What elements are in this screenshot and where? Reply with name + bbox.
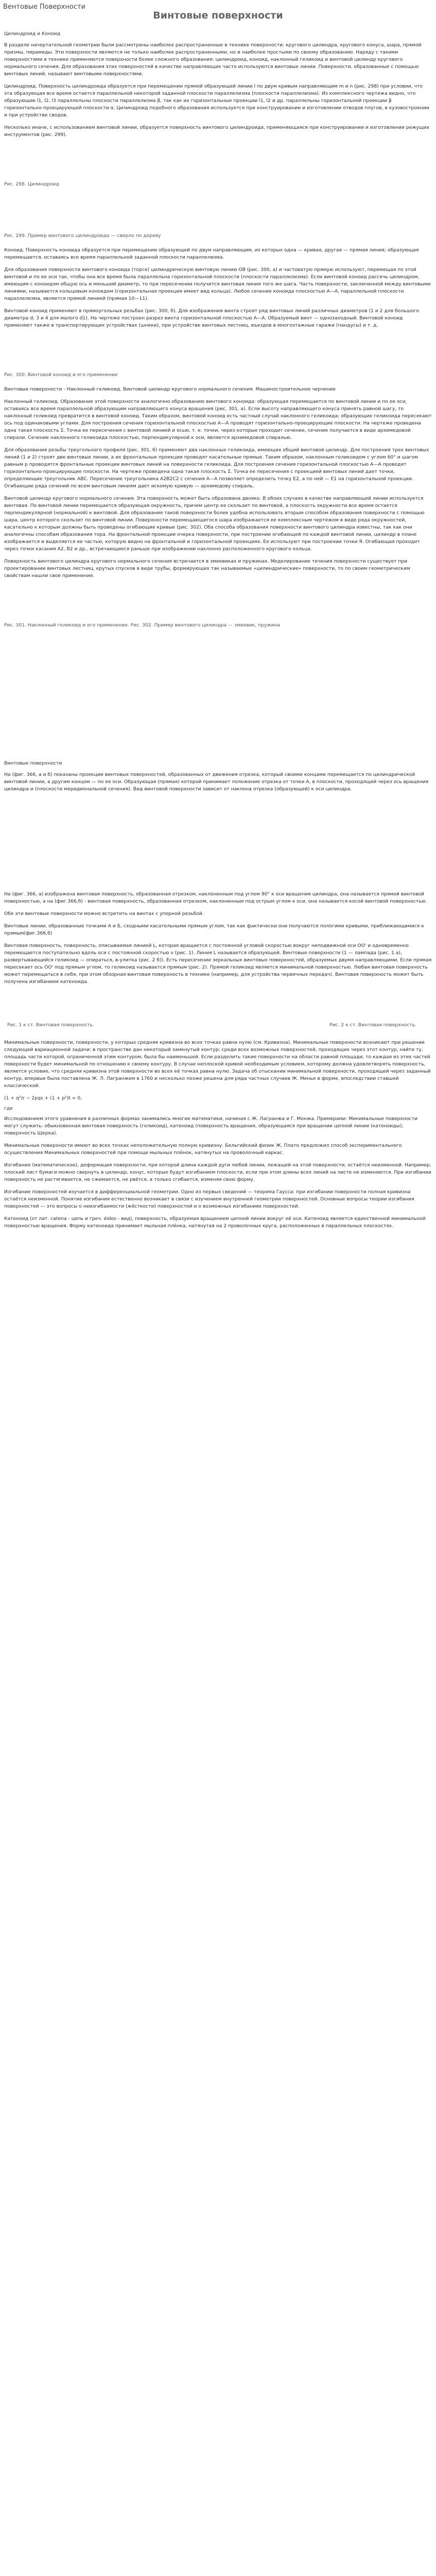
figure-placeholder — [0, 636, 436, 698]
section-subtitle: Винтовые поверхности — [4, 760, 62, 766]
paragraph: Катеноид (от лат. catena - цепь и греч. éidos - вид), поверхность, образуемая вращением цепной линии вокруг её оси. Катеноид является единственной минимальной поверхностью вращения. Форму катеноида принимает мыльная плёнка, натянутая на 2 проволочных круга, расположенных в параллельных плоскостях. — [4, 1216, 426, 1229]
figure-caption-right: Рис. 2 к ст. Винтовая поверхность. — [329, 1022, 416, 1028]
figure-caption-left: Рис. 1 к ст. Винтовая поверхность. — [7, 1022, 94, 1028]
paragraph: Цилиндроид. Поверхность цилиндроида образуется при перемещении прямой образующей линии l по двум кривым направляющим m и n (рис. 298) при условии, что эта образующая все время остается параллельной некоторой заданной плоскости параллелизма (плоскости параллелизма). Из комплексного чертежа видно, что образующие l1, l2, l3 параллельны плоскости параллелизма β, так как их горизонтальные проекции l1, l2 и др. параллельны горизонтальной проекции β горизонтально-проецирующей плоскости α. Цилиндроид подобного образования используется при конструировании и изготовлении отводов плугов, в кузовостроении и при устройстве сводов. — [4, 83, 429, 118]
paragraph: В разделе начертательной геометрии были рассмотрены наиболее распространенные в технике поверхности: кругового цилиндра, кругового конуса, шара, прямой призмы, пирамиды. Эти поверхности являются не только наиболее распространенными, но и наиболее простыми по своему образованию. Наряду с такими поверхностями в технике применяются поверхности более сложного образования: цилиндроид, коноид, наклонный геликоид и винтовой цилиндр кругового нормального сечения. Для образования этих поверхностей в качестве направляющих часто используются винтовые линии. Поверхности, образованные с помощью винтовых линий, называют винтовыми поверхностями. — [4, 42, 422, 77]
paragraph: Винтовые поверхности - Наклонный геликоид. Винтовой цилиндр кругового нормального сечения. Машиностроительное черчение — [4, 386, 336, 392]
paragraph: На (фиг. 366, а) изображена винтовая поверхность, образованная отрезком, наклоненным под углом 90° к оси вращения цилиндра, она называется прямой винтовой поверхностью, а на (фиг.366,б) - винтовая поверхность, образованная отрезком, наклоненным под острым углом к оси, она называется косой винтовой поверхностью. — [4, 891, 427, 904]
section-subtitle: Цилиндроид и Коноид — [4, 31, 60, 37]
paragraph: Винтовой коноид применяют в прямоугольных резьбах (рис. 300, б). Для изображения винта строят ряд винтовых линий различных диаметров (1 и 2 для большого диаметра d; 3 и 4 для малого d1). На чертеже построен разрез винта горизонтальной плоскостью А—А. Образуемый винт — однозаходный. Винтовой коноид применяют также в транспортирующих устройствах (шнеки), при устройстве винтовых лестниц, въездов в многоэтажные гаражи (пандусы) и т. д. — [4, 308, 420, 328]
paragraph: Обе эти винтовые поверхности можно встретить на винтах с упорной резьбой. — [4, 911, 204, 917]
figure-caption: Рис. 299. Пример винтового цилиндроида — сверло по дереву — [4, 233, 161, 239]
formula-where: где — [4, 1106, 13, 1111]
spacer — [4, 1029, 432, 1039]
figure-caption: Рис. 300. Винтовой коноид и его применение — [4, 372, 118, 378]
figure-placeholder — [0, 698, 436, 760]
paragraph: Поверхность винтового цилиндра кругового нормального сечения встречается в змеевиках и пружинах. Моделирование течения поверхности существует при проектировании винтовых лестниц, крутых спусков в виде трубы, формирующих так называемые «цилиндрические» поверхности, то по своим геометрическим свойствам нашли свое применение. — [4, 558, 410, 579]
section-cylindroid-conoid — [0, 30, 436, 629]
paragraph: Минимальные поверхности, поверхности, у которых средняя кривизна во всех точках равна нулю (см. Кривизна). Минимальные поверхности возникают при решении следующей вариационной задачи: в пространстве дан некоторый замкнутый контур; среди всех возможных поверхностей, проходящих через этот контур, найти ту, площадь части которой, ограниченной этим контуром, была бы наименьшей. Если разделить такие поверхности на области равной площади, то каждая из этих частей поверхности будет минимальной по отношению к своему контуру. В случае неплоской кривой необходимым условием, которому должна удовлетворять поверхность, является условие, что средняя кривизна этой поверхности во всех её точках равна нулю. Задача об отыскании минимальной поверхности, проходящей через заданный контур, впервые была поставлена Ж. Л. Лагранжем в 1760 и несколько позже решена для ряда частных случаев Ж. Менье в форме, впоследствии ставшей классической. — [4, 1040, 431, 1089]
paragraph: Изгибание поверхностей изучается в дифференциальной геометрии. Одно из первых сведений — теорема Гаусса: при изгибании поверхности полная кривизна остаётся неизменной. Понятие изгибания естественно возникает в связи с изучением внутренней геометрии поверхностей. Основные вопросы теории изгибания поверхностей — это вопросы о неизгибаемости (жёсткости) поверхностей и о возможных изгибаниях поверхностей. — [4, 1189, 414, 1209]
paragraph: Винтовая поверхность, поверхность, описываемая линией L, которая вращается с постоянной угловой скоростью вокруг неподвижной оси OO' и одновременно перемещается поступательно вдоль оси с постоянной скоростью v (рис. 1). Линия L называется образующей. Винтовые поверхности (1 — лампада (рис. 1 а), развертывающийся геликоид — опираться, в-улитка (рис. 2 б)). Есть пересечение зеркальных винтовых поверхностей, образуемых двумя направляющими. Если прямая пересекает ось OO' под прямым углом, то геликоид называется прямым (рис. 2). Прямой геликоид является минимальной поверхностью. Любая винтовая поверхность может перемещаться в себя, при этом обзорная винтовая поверхность в технике (например, для устройства червячных передач). Винтовая поверхность может быть получена изгибанием катеноида. — [4, 943, 432, 985]
figure-caption-row — [4, 1022, 432, 1029]
figure-caption: Рис. 301. Наклонный геликоид и его применение. Рис. 302. Пример винтового цилиндра — змеевик, пружина — [4, 622, 281, 628]
figure-placeholder — [4, 991, 432, 1022]
figure-placeholder — [4, 585, 432, 616]
page — [0, 0, 436, 1230]
paragraph: Изгибание (математическое), деформация поверхности, при которой длина каждой дуги любой линии, лежащей на этой поверхности, остаётся неизменной. Например, плоский лист бумаги можно свернуть в цилиндр, конус, которые будут изгибанием плоскости, если при этом длины всех линий на листе не изменяются. При изгибании поверхность не растягивается, не сжимается, не рвётся, а только сгибается, изменяя свою форму. — [4, 1162, 431, 1182]
figure-placeholder — [4, 144, 432, 175]
paragraph: Винтовой цилиндр кругового нормального сечения. Эта поверхность может быть образована двояко. В обоих случаях в качестве направляющей линии используется винтовая. По винтовой линии перемещается образующая окружность, причем центр ее скользит по винтовой, а плоскость окружности все время остается перпендикулярной (нормальной) к винтовой. Для образования такой поверхности более удобна использовать вторым способом образования поверхности с помощью шара, центр которого скользит по винтовой линии. Поверхности перемещающегося шара изображается ее комплексным чертежом в виде ряда окружностей, касательно к которым должны быть проведены огибающие кривые (рис. 302). Оба способа образования поверхности винтового цилиндра известны, так как они аналогичны способам образования тора. На фронтальной проекции очерка поверхности, при построении огибающей по каждой винтовой линии, цилиндр в плане изображается и выделяется ее частью, которую видно на фронтальной и горизонтальной проекциях. Ее используют при построении точки Я. Огибающая проходит через точки касания А2, В2 и др., встречающиеся раньше при изображении наклонно расположенного кругового кольца. — [4, 496, 425, 552]
paragraph: Исследованием этого уравнения в различных формах занимались многие математики, начиная с Ж. Лагранжа и Г. Монжа. Примерами: Минимальные поверхности могут служить: обыкновенная винтовая поверхность (геликоид), катеноид (поверхность вращения, образующаяся при вращении цепной линии (катеноиды); поверхность Шерка). — [4, 1116, 417, 1136]
paragraph: На (фиг. 366, а и б) показаны проекции винтовых поверхностей, образованных от движения отрезка, который своими концами перемещается по цилиндрической винтовой линии, а другим концом — по ее оси. Образующая (прямая) которой принимает положение отрезка от точки А, в плоскости, проходящей через ось вращения цилиндра и (плоскости меридиональной сечения). Вид винтовой поверхности зависит от наклона отрезка (образующей) к оси цилиндра. — [4, 772, 429, 792]
page-title: Винтовые поверхности — [153, 10, 283, 21]
figure-placeholder — [4, 195, 432, 226]
figure-placeholder — [4, 798, 432, 860]
formula: (1 + q²)r − 2pqs + (1 + p²)t = 0, — [4, 1095, 82, 1101]
paragraph: Винтовые линии, образованные точками А и Б, сходными касательными прямым углом, так как фактически они получаются пологими кривыми, приближающимися к прямым(фиг.366,б) — [4, 923, 424, 936]
paragraph: Для образования резьбы треугольного профиля (рис. 301, б) применяют два наклонных геликоида, имеющих общий винтовой цилиндр. Для построения трех винтовых линий (1 и 2) строят две винтовые линии, а их фронтальные проекции проводят касательные прямые. Таким образом, наклонным геликоидом с углом 60° и шагом равным р проводятся фронтальные проекции винтовых линий на поверхности геликоида. Для построения сечения горизонтальной плоскостью А—А проводят горизонтально-проецирующие плоскости. На чертеже проведена одна такая плоскость Σ. Точка ее пересечения с проекцией винтовых линий дает точки, определяющие треугольник ABC. Пересечение треугольника А2В2С2 с сечения А—А позволяет определить точку Е2, а по ней — Е1 на горизонтальной проекции. Огибающие ряда сечений по всем винтовым линиям дает искомую кривую — архимедову спираль. — [4, 447, 429, 489]
paragraph: Для образования поверхности винтового коноида (торсе) цилиндрическую винтовую линию ОВ (рис. 300, а) и частоватую прямую используют, перемещая по этой винтовой и по ее оси так, чтобы она все время была параллельна горизонтальной плоскости (плоскости параллелизма). Если винтовой коноид рассечь цилиндром, имеющим с коноидом общую ось и меньший диаметр, то при пересечении получится винтовая линия того же шага. Часть поверхности, заключенной между винтовыми линиями, называется кольцевым коноидом (горизонтальная проекция имеет вид кольца). Любое сечение коноида плоскостью А—А, параллельной плоскости параллелизма, является прямой линией (прямая 10—11). — [4, 267, 431, 301]
figure-caption: Рис. 298. Цилиндроид — [4, 181, 59, 187]
paragraph: Коноид. Поверхность коноида образуется при перемещении образующей по двум направляющим, из которых одна — кривая, другая — прямая линия; образующая перемещается, оставаясь все время параллельной заданной плоскости параллелизма. — [4, 247, 419, 260]
figure-placeholder — [4, 860, 432, 891]
paragraph: Минимальные поверхности имеют во всех точках неположительную полную кривизну. Бельгийский физик Ж. Плато предложил способ экспериментального осуществления Минимальных поверхностей при помощи мыльных плёнок, натянутых на проволочный каркас. — [4, 1143, 402, 1156]
section-helical-surfaces — [0, 760, 436, 1230]
paragraph: Несколько иначе, с использованием винтовой линии, образуется поверхность винтового цилиндроида, применяющаяся при конструировании и изготовлении режущих инструментов (рис. 299). — [4, 125, 430, 138]
paragraph: Наклонный геликоид. Образование этой поверхности аналогично образованию винтового коноида: образующая перемещается по винтовой линии и по ее оси, оставаясь все время параллельной образующим направляющего конуса вращения (рис. 301, а). Если высоту направляющего конуса принять равной шагу, то наклонный геликоид превратится в винтовой коноид. Таким образом, винтовой коноид есть частный случай наклонного геликоида; образующие геликоида пересекают ось под одинаковыми углами. Для построения сечения горизонтальной плоскостью А—А проводят горизонтально-проецирующие плоскости. На чертеже проведена одна такая плоскость Σ. Точка ее пересечения с винтовой линией и осью, т. е. точки, через которые проходит сечение, сечение получается в виде архимедовой спирали. Сечение наклонного геликоида плоскостью, перпендикулярной к оси, является архимедовой спиралью. — [4, 399, 432, 440]
figure-placeholder — [4, 334, 432, 365]
window-title: Вентовые Поверхности — [3, 3, 85, 11]
